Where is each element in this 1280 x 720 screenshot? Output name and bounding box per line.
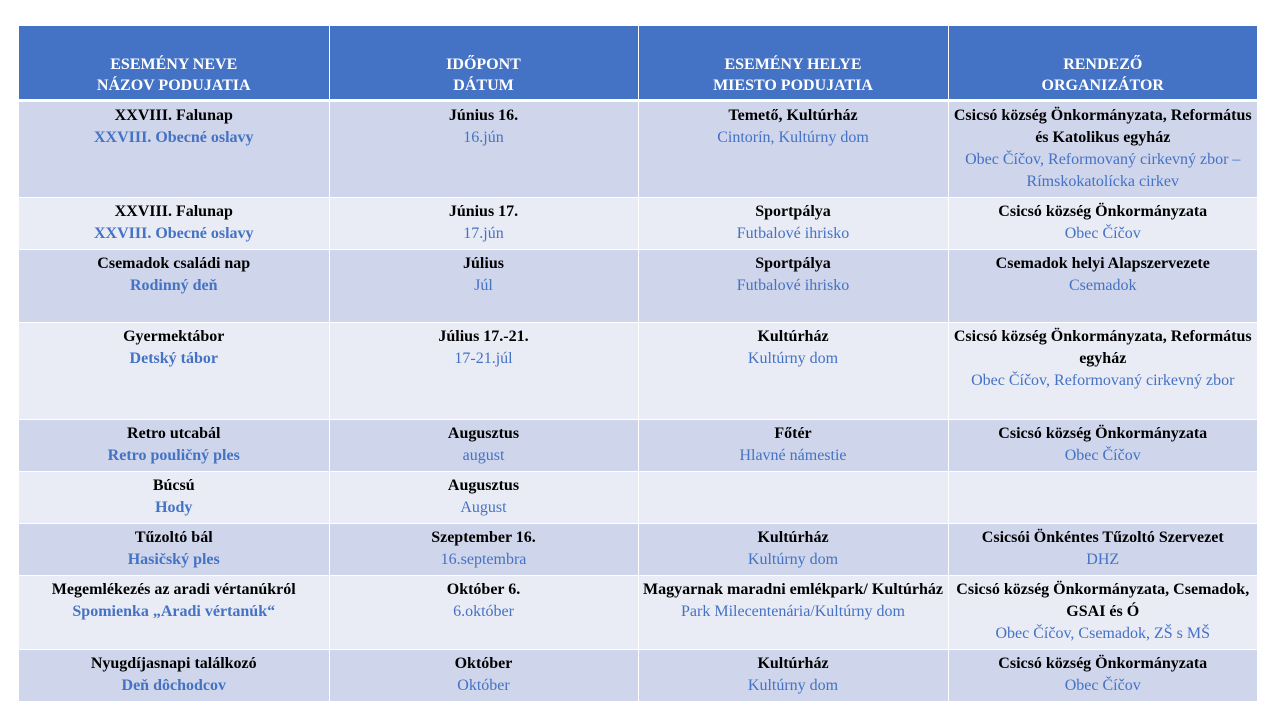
organizer-sk: Obec Číčov [1064,225,1141,242]
cell-date [329,198,638,250]
place-hu: Kultúrház [757,328,829,345]
event-name-sk: Hody [155,499,193,516]
header-line-sk: NÁZOV PODUJATIA [96,77,251,94]
event-name-hu: XXVIII. Falunap [114,107,233,124]
event-name-sk: XXVIII. Obecné oslavy [93,225,254,242]
cell-event-name [19,101,329,198]
cell-place [638,524,948,576]
cell-organizer [948,524,1257,576]
date-hu: Augusztus [447,425,520,442]
cell-place [638,323,948,420]
place-sk: Cintorín, Kultúrny dom [717,129,869,146]
cell-organizer [948,323,1257,420]
place-hu: Kultúrház [757,529,829,546]
organizer-hu: Csemadok helyi Alapszervezete [995,255,1210,272]
organizer-hu: Csicsó község Önkormányzata, Református és Katolikus egyház [953,107,1252,146]
cell-event-name [19,472,329,524]
place-sk: Hlavné námestie [739,447,847,464]
organizer-hu: Csicsó község Önkormányzata [998,203,1208,220]
cell-event-name [19,323,329,420]
cell-organizer [948,576,1257,650]
header-line-sk: MIESTO PODUJATIA [713,77,873,94]
cell-place [638,576,948,650]
cell-place [638,198,948,250]
cell-place [638,420,948,472]
cell-date [329,323,638,420]
date-sk: 17.jún [463,225,504,242]
event-name-hu: Gyermektábor [123,328,225,345]
cell-place [638,650,948,702]
place-hu: Sportpálya [755,255,831,272]
event-name-hu: Nyugdíjasnapi találkozó [90,655,257,672]
events-table [19,26,1257,702]
header-line-hu: ESEMÉNY NEVE [110,56,238,73]
organizer-sk: Csemadok [1068,277,1137,294]
date-hu: Június 17. [448,203,519,220]
event-name-sk: Detský tábor [129,350,218,367]
table-row [19,198,1257,250]
cell-organizer [948,101,1257,198]
cell-organizer [948,472,1257,524]
date-sk: august [462,447,505,464]
place-hu: Főtér [774,425,812,442]
table-row [19,250,1257,323]
table-row [19,472,1257,524]
date-hu: Június 16. [448,107,519,124]
organizer-hu: Csicsó község Önkormányzata, Református egyház [953,328,1252,367]
header-organizer [948,26,1257,101]
event-name-sk: Spomienka „Aradi vértanúk“ [72,603,276,620]
table-row [19,101,1257,198]
date-sk: Október [457,677,510,694]
date-sk: 6.október [453,603,514,620]
header-row [19,26,1257,101]
organizer-hu: Csicsó község Önkormányzata [998,425,1208,442]
cell-place [638,250,948,323]
cell-event-name [19,524,329,576]
place-hu: Temető, Kultúrház [728,107,858,124]
date-sk: 16.septembra [440,551,527,568]
organizer-hu: Csicsó község Önkormányzata [998,655,1208,672]
header-line-hu: RENDEZŐ [1063,56,1143,73]
table-row [19,576,1257,650]
date-hu: Október 6. [446,581,521,598]
table-row [19,420,1257,472]
event-name-hu: Megemlékezés az aradi vértanúkról [51,581,296,598]
event-name-sk: XXVIII. Obecné oslavy [93,129,254,146]
event-name-hu: Tűzoltó bál [134,529,213,546]
cell-place [638,472,948,524]
cell-date [329,472,638,524]
cell-organizer [948,198,1257,250]
table-row [19,524,1257,576]
cell-event-name [19,420,329,472]
place-sk: Futbalové ihrisko [736,277,850,294]
event-name-hu: Retro utcabál [127,425,221,442]
event-name-hu: XXVIII. Falunap [114,203,233,220]
place-hu: Sportpálya [755,203,831,220]
event-name-sk: Rodinný deň [129,277,218,294]
header-place [638,26,948,101]
cell-organizer [948,250,1257,323]
header-line-sk: DÁTUM [453,77,514,94]
event-name-sk: Deň dôchodcov [121,677,226,694]
event-name-sk: Hasičský ples [127,551,220,568]
header-line-hu: ESEMÉNY HELYE [724,56,862,73]
date-hu: Szeptember 16. [431,529,536,546]
organizer-sk: Obec Číčov, Csemadok, ZŠ s MŠ [995,625,1210,642]
cell-date [329,650,638,702]
place-sk: Park Milecentenária/Kultúrny dom [681,603,905,620]
date-hu: Augusztus [447,477,520,494]
place-sk: Kultúrny dom [747,551,839,568]
cell-event-name [19,198,329,250]
cell-organizer [948,650,1257,702]
cell-date [329,101,638,198]
header-line-hu: IDŐPONT [446,56,521,73]
date-hu: Október [454,655,513,672]
cell-date [329,250,638,323]
date-sk: 17-21.júl [454,350,513,367]
place-hu: Kultúrház [757,655,829,672]
date-sk: Júl [474,277,493,294]
date-sk: August [460,499,507,516]
cell-event-name [19,650,329,702]
place-hu: Magyarnak maradni emlékpark/ Kultúrház [642,581,943,598]
place-sk: Futbalové ihrisko [736,225,850,242]
organizer-sk: Obec Číčov [1064,447,1141,464]
table-row [19,323,1257,420]
organizer-hu: Csicsó község Önkormányzata, Csemadok, GSAI és Ó [956,581,1250,620]
header-date [329,26,638,101]
cell-event-name [19,250,329,323]
events-table-wrapper [19,26,1257,702]
cell-place [638,101,948,198]
cell-date [329,524,638,576]
place-sk: Kultúrny dom [747,677,839,694]
header-event-name [19,26,329,101]
event-name-hu: Csemadok családi nap [97,255,251,272]
cell-event-name [19,576,329,650]
date-hu: Július 17.-21. [438,328,529,345]
cell-organizer [948,420,1257,472]
date-hu: Július [463,255,504,272]
table-row [19,650,1257,702]
organizer-sk: Obec Číčov, Reformovaný cirkevný zbor [971,372,1235,389]
organizer-hu: Csicsói Önkéntes Tűzoltó Szervezet [981,529,1224,546]
cell-date [329,576,638,650]
place-sk: Kultúrny dom [747,350,839,367]
event-name-sk: Retro pouličný ples [107,447,240,464]
date-sk: 16.jún [463,129,504,146]
cell-date [329,420,638,472]
organizer-sk: Obec Číčov, Reformovaný cirkevný zbor – Rímskokatolícka cirkev [965,151,1241,190]
organizer-sk: Obec Číčov [1064,677,1141,694]
organizer-sk: DHZ [1086,551,1120,568]
event-name-hu: Búcsú [152,477,195,494]
header-line-sk: ORGANIZÁTOR [1041,77,1164,94]
